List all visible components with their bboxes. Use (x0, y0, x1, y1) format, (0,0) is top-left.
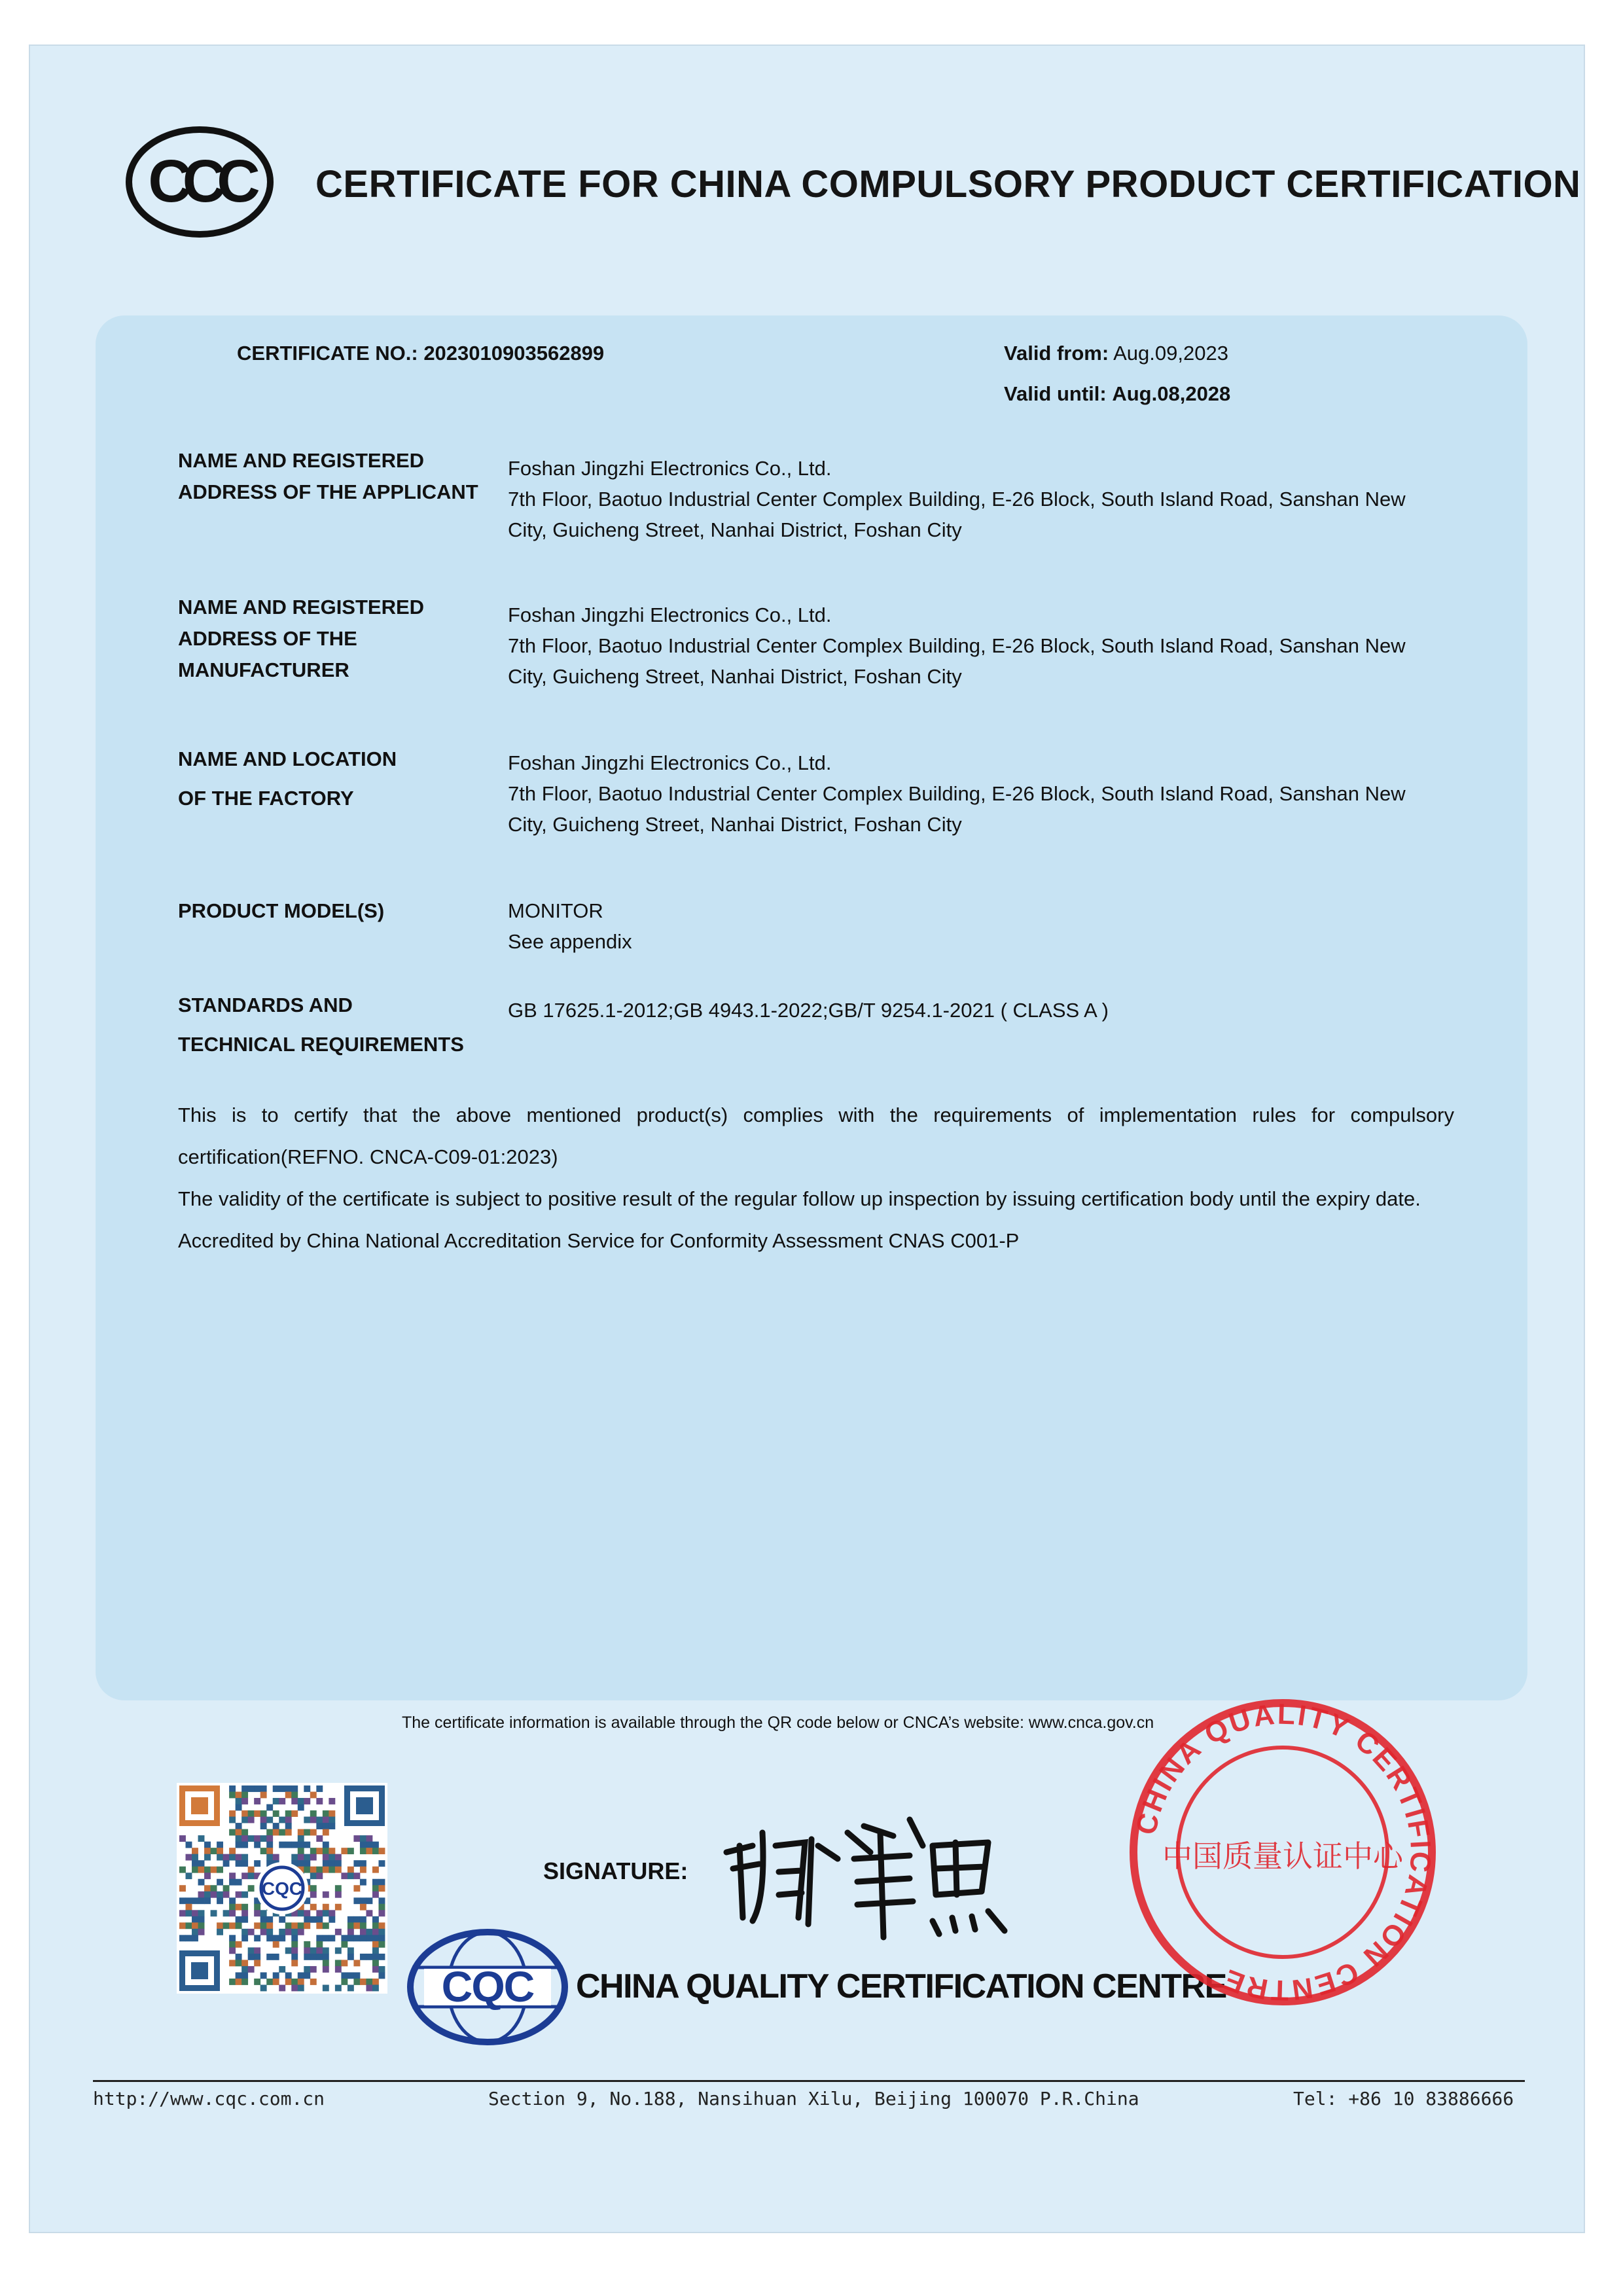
stamp-inner-text: 中国质量认证中心 (1162, 1839, 1403, 1874)
manufacturer-label-line: ADDRESS OF THE (178, 627, 357, 650)
footer-tel: Tel: +86 10 83886666 (1293, 2088, 1514, 2109)
factory-value (508, 747, 1450, 840)
manufacturer-address-line: 7th Floor, Baotuo Industrial Center Complex Building, E-26 Block, South Island Road, Sanshan New (508, 634, 1406, 657)
factory-label-line: OF THE FACTORY (178, 787, 354, 810)
cqc-logo (406, 1928, 569, 2046)
valid-until (1004, 382, 1230, 406)
certify-statement: This is to certify that the above mentioned product(s) complies with the requirements of implementation rules for compulsory certification(REFNO. CNCA-C09-01:2023) (178, 1103, 1454, 1168)
certification-stamp (1126, 1695, 1440, 2009)
certification-statements (178, 1094, 1454, 1262)
signature (713, 1806, 1014, 1944)
applicant-label-line: NAME AND REGISTERED (178, 449, 425, 472)
accreditation-statement: Accredited by China National Accreditation Service for Conformity Assessment CNAS C001-P (178, 1229, 1020, 1252)
manufacturer-name: Foshan Jingzhi Electronics Co., Ltd. (508, 603, 832, 626)
certificate-title: CERTIFICATE FOR CHINA COMPULSORY PRODUCT CERTIFICATION (315, 163, 1581, 206)
product-model-value (508, 895, 1450, 957)
cqc-name: CHINA QUALITY CERTIFICATION CENTRE (576, 1967, 1226, 2005)
footer-divider (93, 2080, 1525, 2082)
product-model-appendix: See appendix (508, 930, 632, 953)
manufacturer-label (178, 592, 492, 686)
manufacturer-label-line: NAME AND REGISTERED (178, 596, 425, 619)
signature-label: SIGNATURE: (543, 1857, 688, 1884)
applicant-name: Foshan Jingzhi Electronics Co., Ltd. (508, 457, 832, 480)
product-model-name: MONITOR (508, 899, 603, 922)
qr-center-logo (256, 1862, 308, 1914)
stamp-outer-text: CHINA QUALITY CERTIFICATION CENTRE (1130, 1698, 1437, 2007)
standards-label-line: TECHNICAL REQUIREMENTS (178, 1033, 464, 1056)
standards-list: GB 17625.1-2012;GB 4943.1-2022;GB/T 9254.1-2021 ( CLASS A ) (508, 999, 1109, 1022)
valid-from-label: Valid from: (1004, 342, 1109, 365)
qr-finder-top-right (344, 1785, 385, 1826)
qr-note: The certificate information is available through the QR code below or CNCA’s website: www.cnca.gov.cn (402, 1713, 1154, 1732)
manufacturer-address-line: City, Guicheng Street, Nanhai District, Foshan City (508, 665, 962, 688)
standards-value (508, 995, 1450, 1026)
standards-label-line: STANDARDS AND (178, 994, 353, 1016)
applicant-label (178, 445, 492, 508)
ccc-logo (124, 124, 275, 240)
certificate-number-value: 2023010903562899 (423, 342, 605, 365)
footer-address: Section 9, No.188, Nansihuan Xilu, Beijing 100070 P.R.China (488, 2088, 1139, 2109)
product-model-label (178, 895, 492, 927)
certificate-number-label: CERTIFICATE NO.: (237, 342, 418, 365)
qr-finder-top-left (179, 1785, 220, 1826)
factory-address-line: 7th Floor, Baotuo Industrial Center Complex Building, E-26 Block, South Island Road, Sanshan New (508, 782, 1406, 805)
manufacturer-value (508, 600, 1450, 692)
factory-address-line: City, Guicheng Street, Nanhai District, Foshan City (508, 813, 962, 836)
applicant-address-line: City, Guicheng Street, Nanhai District, Foshan City (508, 518, 962, 541)
applicant-label-line: ADDRESS OF THE APPLICANT (178, 480, 478, 503)
valid-until-label: Valid until: (1004, 382, 1107, 405)
applicant-address-line: 7th Floor, Baotuo Industrial Center Complex Building, E-26 Block, South Island Road, Sanshan New (508, 488, 1406, 511)
cqc-logo-text: CQC (441, 1962, 534, 2011)
ccc-logo-text: CCC (148, 148, 251, 215)
product-model-label-line: PRODUCT MODEL(S) (178, 899, 385, 922)
qr-finder-bottom-left (179, 1950, 220, 1991)
valid-from (1004, 342, 1228, 365)
qr-code[interactable] (177, 1783, 387, 1994)
valid-until-value: Aug.08,2028 (1112, 382, 1231, 405)
qr-center-text: CQC (261, 1878, 303, 1899)
factory-label (178, 740, 492, 818)
validity-statement: The validity of the certificate is subject to positive result of the regular follow up inspection by issuing certification body until the expiry date. (178, 1187, 1421, 1210)
certificate-number (237, 342, 604, 365)
valid-from-value: Aug.09,2023 (1113, 342, 1228, 365)
factory-label-line: NAME AND LOCATION (178, 747, 397, 770)
manufacturer-label-line: MANUFACTURER (178, 658, 349, 681)
factory-name: Foshan Jingzhi Electronics Co., Ltd. (508, 751, 832, 774)
applicant-value (508, 453, 1450, 545)
footer-website[interactable]: http://www.cqc.com.cn (93, 2088, 325, 2109)
standards-label (178, 986, 492, 1064)
